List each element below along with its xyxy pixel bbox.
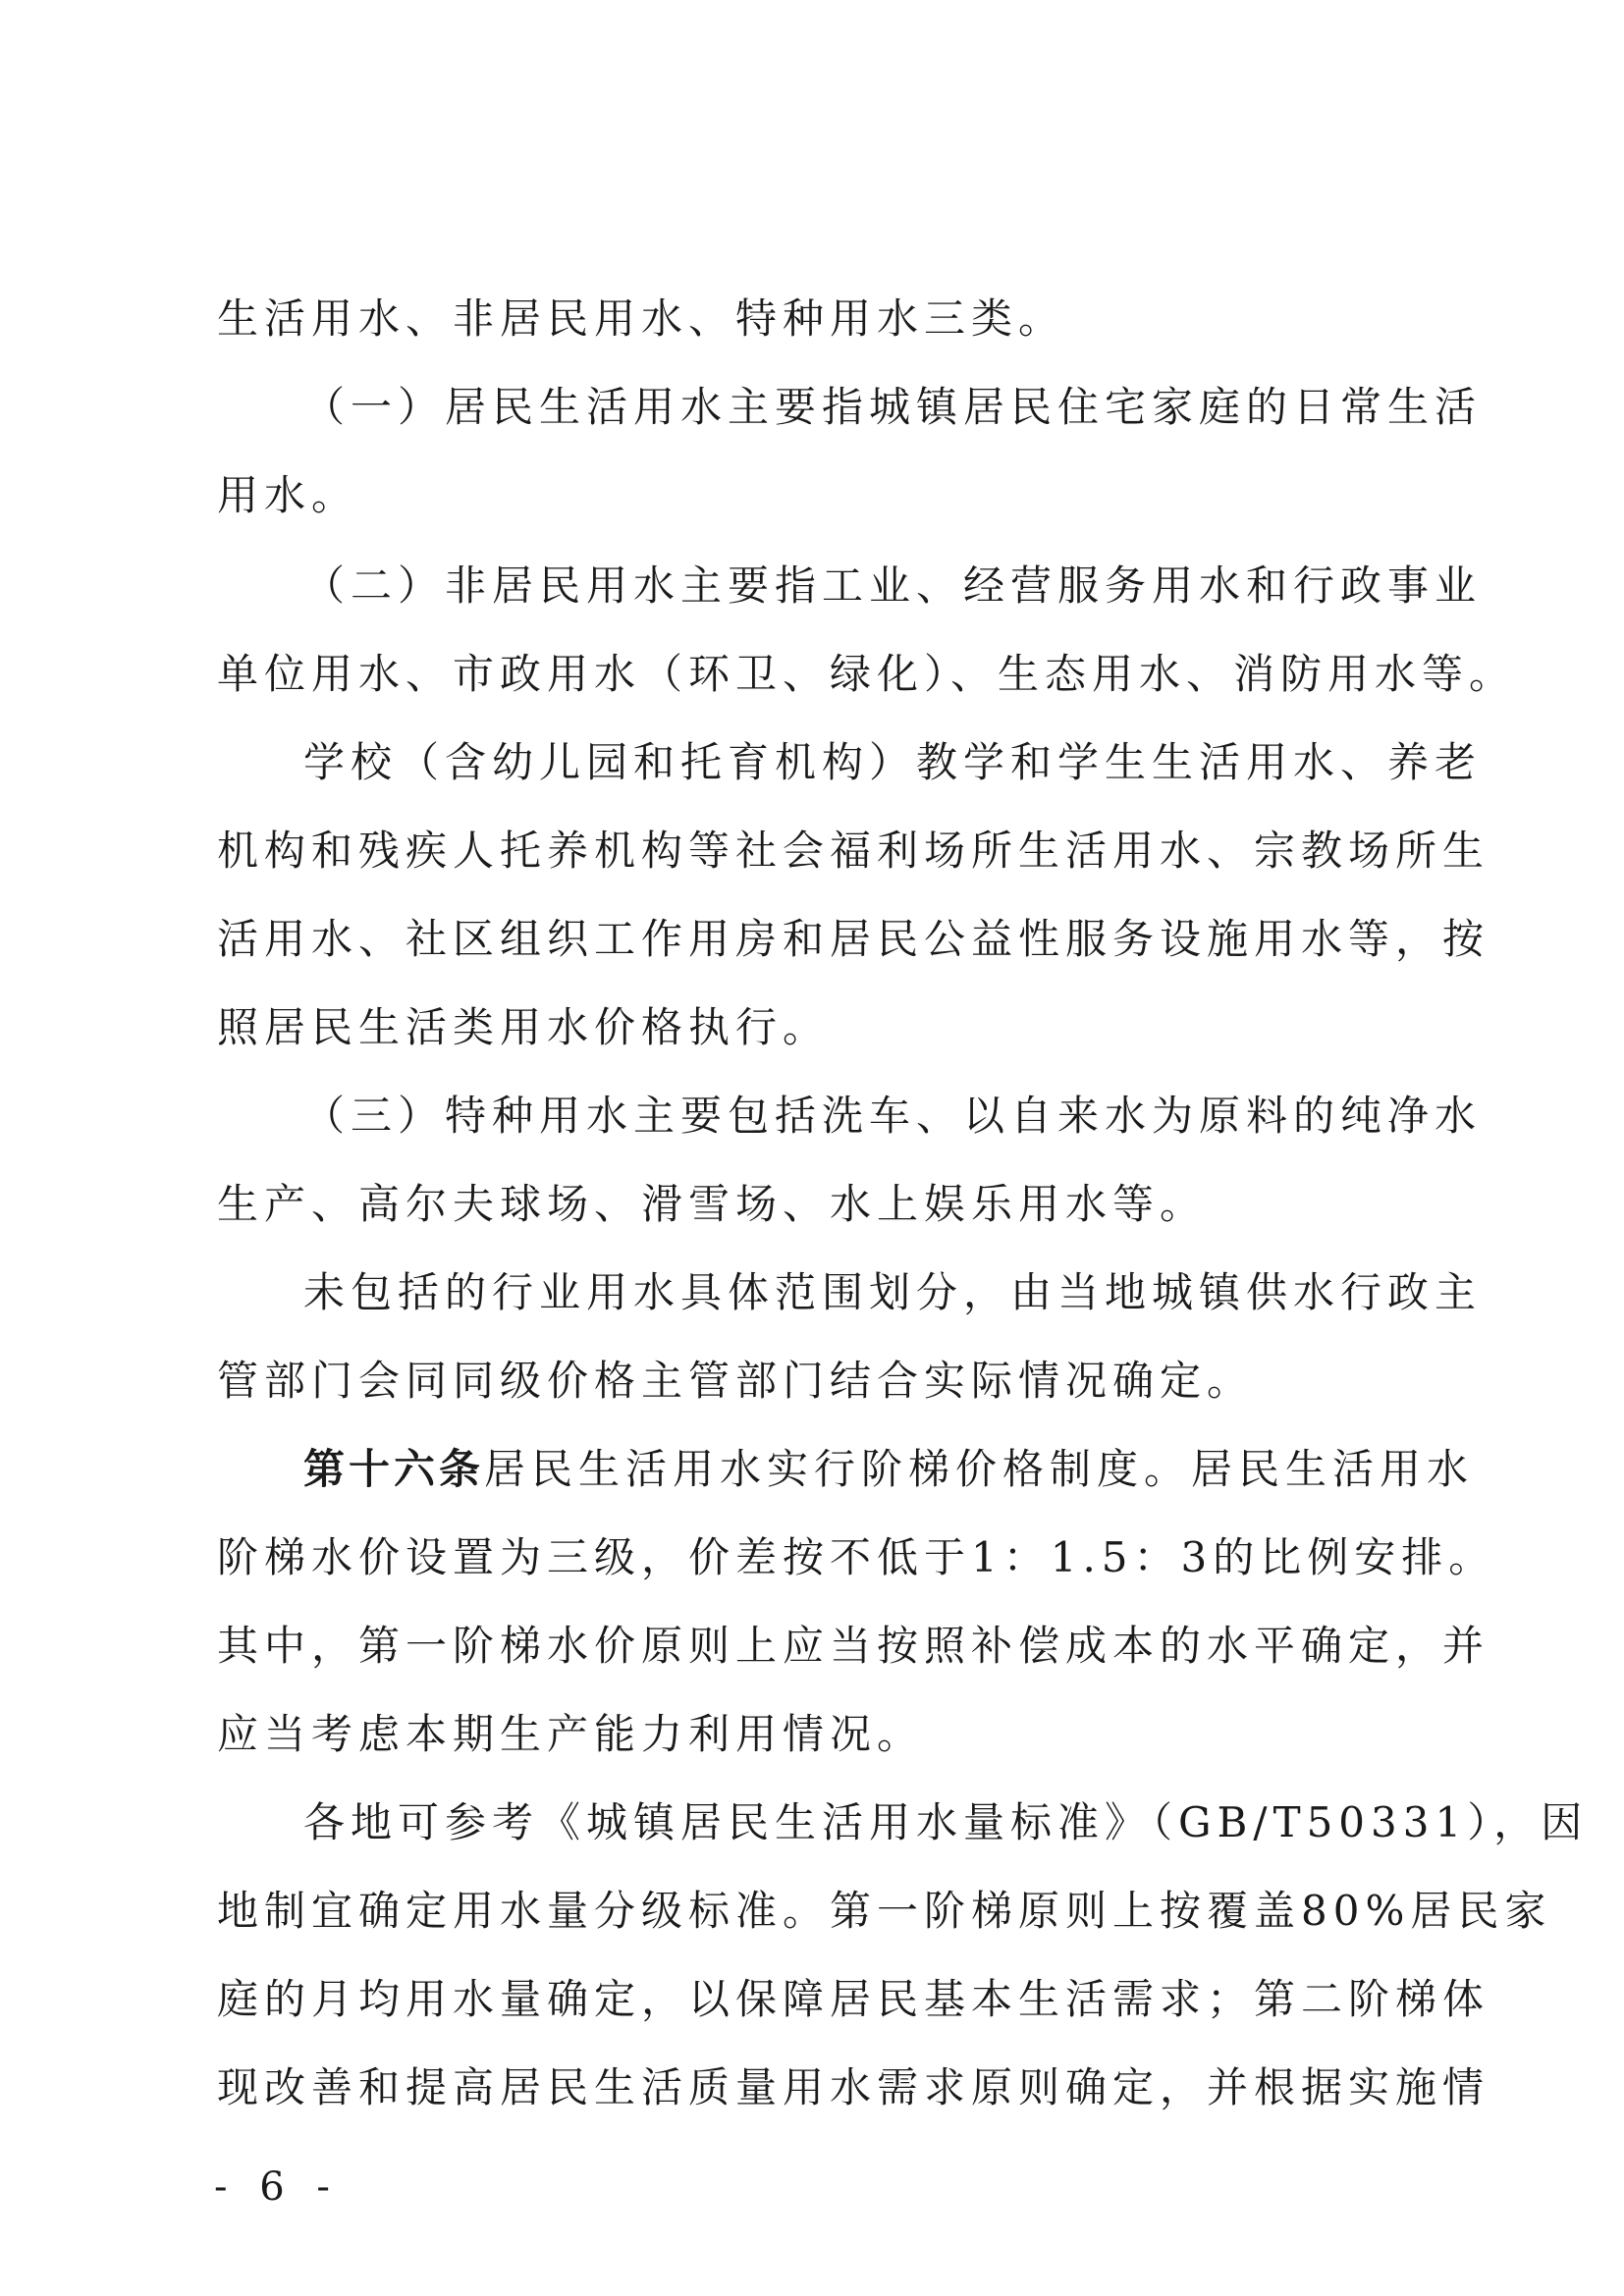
- text-line-18: 各地可参考《城镇居民生活用水量标准》（GB/T50331），因: [303, 1798, 1589, 1846]
- text-line-3: 用水。: [217, 471, 359, 519]
- text-line-4: （二）非居民用水主要指工业、经营服务用水和行政事业: [303, 561, 1483, 610]
- text-line-21: 现改善和提高居民生活质量用水需求原则确定，并根据实施情: [217, 2063, 1490, 2111]
- text-line-11: 生产、高尔夫球场、滑雪场、水上娱乐用水等。: [217, 1180, 1208, 1228]
- text-line-2: （一）居民生活用水主要指城镇居民住宅家庭的日常生活: [303, 383, 1483, 431]
- text-line-20: 庭的月均用水量确定，以保障居民基本生活需求；第二阶梯体: [217, 1975, 1490, 2023]
- text-line-5: 单位用水、市政用水（环卫、绿化）、生态用水、消防用水等。: [217, 650, 1517, 698]
- text-line-7: 机构和残疾人托养机构等社会福利场所生活用水、宗教场所生: [217, 827, 1490, 875]
- text-line-8: 活用水、社区组织工作用房和居民公益性服务设施用水等，按: [217, 915, 1490, 963]
- text-line-1: 生活用水、非居民用水、特种用水三类。: [217, 294, 1066, 343]
- text-line-12: 未包括的行业用水具体范围划分，由当地城镇供水行政主: [303, 1268, 1483, 1316]
- text-line-10: （三）特种用水主要包括洗车、以自来水为原料的纯净水: [303, 1092, 1483, 1140]
- text-line-13: 管部门会同同级价格主管部门结合实际情况确定。: [217, 1357, 1255, 1405]
- text-line-19: 地制宜确定用水量分级标准。第一阶梯原则上按覆盖80%居民家: [217, 1887, 1552, 1935]
- text-line-17: 应当考虑本期生产能力利用情况。: [217, 1710, 925, 1758]
- text-line-16: 其中，第一阶梯水价原则上应当按照补偿成本的水平确定，并: [217, 1622, 1490, 1670]
- article-number: 第十六条: [303, 1445, 485, 1493]
- text-line-9: 照居民生活类用水价格执行。: [217, 1003, 831, 1051]
- article-16-text: 居民生活用水实行阶梯价格制度。居民生活用水: [484, 1445, 1475, 1493]
- page-number: - 6 -: [214, 2164, 340, 2210]
- article-16-line: [303, 1435, 1475, 1504]
- text-line-6: 学校（含幼儿园和托育机构）教学和学生生活用水、养老: [303, 738, 1483, 786]
- text-line-15: 阶梯水价设置为三级，价差按不低于1：1.5：3的比例安排。: [217, 1533, 1496, 1581]
